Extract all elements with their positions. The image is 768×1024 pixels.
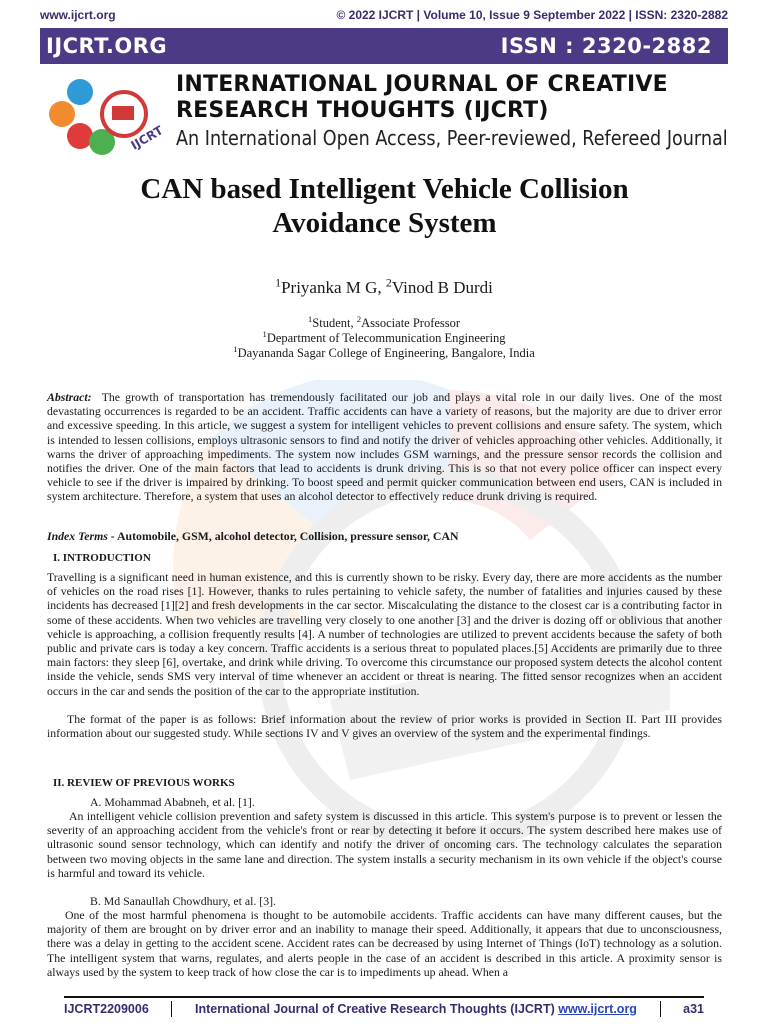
title-line1: CAN based Intelligent Vehicle Collision: [140, 173, 629, 205]
journal-title-line1: INTERNATIONAL JOURNAL OF CREATIVE: [176, 72, 668, 97]
affiliation-department: $^1$Department of Telecommunication Engineering: [262, 328, 506, 345]
logo-lab-icon: [49, 101, 75, 127]
abstract: [47, 390, 722, 504]
authors: [0, 275, 768, 298]
affiliation-roles: $^1$Student, $^2$Associate Professor: [307, 313, 461, 330]
logo-gear-icon: [67, 123, 93, 149]
logo-book-icon: [67, 79, 93, 105]
author2-name: Vinod B Durdi: [391, 278, 493, 297]
affiliation-college: $^1$Dayananda Sagar College of Engineering, Bangalore, India: [233, 343, 535, 360]
review-b-title: B. Md Sanaullah Chowdhury, et al. [3].: [90, 894, 276, 908]
section-introduction-heading: I. INTRODUCTION: [53, 552, 151, 564]
banner-issn: ISSN : 2320-2882: [500, 34, 712, 58]
top-header-line: [40, 6, 728, 24]
ijcrt-logo: [42, 70, 172, 160]
journal-name-block: [176, 72, 736, 152]
title-line2: Avoidance System: [272, 207, 497, 239]
author2-sup: 2: [385, 275, 392, 290]
footer-paper-id: IJCRT2209006: [64, 1002, 149, 1016]
footer-page-number: a31: [683, 1002, 704, 1016]
journal-banner: [40, 28, 728, 64]
introduction-paragraph-1: Travelling is a significant need in human existence, and this is currently shown to be risky. Every day, there are more accidents as the number of vehicles on the road rises [1]. However, thanks to rules pertaining to vehicle safety, the number of fatalities and injuries caused by these incidents has decreased [1][2] and fresh developments in the car sector. Miscalculating the distance to the closest car is a contributing factor in some of these accidents. When two vehicles are travelling very closely to one another [3] and the driver is dozing off or oblivious that another vehicle is approaching, a collision frequently results [4]. A number of technologies are utilized to prevent accidents because the safety of both public and private cars is today a key concern. Traffic accidents is a serious threat to populated places.[5] Accidents are primarily due to three main factors: they sleep [6], overtake, and drink while driving. To overcome this circumstance our proposed system detects the alcohol content inside the vehicle, sends SMS very interval of time whenever an accident or threat is nearing. The fitted sensor recognizes when an accident occurs in the car and sends the position of the car to the appropriate institution.: [47, 570, 722, 698]
paper-title: [47, 172, 722, 240]
author1-name: Priyanka M G,: [281, 278, 386, 297]
footer-url-link[interactable]: www.ijcrt.org: [558, 1002, 637, 1016]
footer-divider: [660, 1001, 661, 1017]
banner-site: IJCRT.ORG: [46, 34, 168, 58]
section-review-heading: II. REVIEW OF PREVIOUS WORKS: [53, 777, 235, 789]
index-terms: [47, 529, 722, 543]
introduction-paragraph-2: The format of the paper is as follows: Brief information about the review of prior works is provided in Section II. Part III provides information about our suggested study. While sections IV and V gives an overview of the system and the experimental findings.: [47, 712, 722, 741]
page-footer: [64, 996, 704, 1020]
abstract-label: Abstract:: [47, 390, 92, 404]
author1-sup: 1: [275, 275, 282, 290]
citation-info: © 2022 IJCRT | Volume 10, Issue 9 September 2022 | ISSN: 2320-2882: [336, 8, 728, 22]
review-a-title: A. Mohammad Ababneh, et al. [1].: [90, 795, 255, 809]
index-terms-label: Index Terms: [47, 529, 108, 543]
logo-book-shape: [112, 106, 134, 120]
review-b-text: One of the most harmful phenomena is thought to be automobile accidents. Traffic accidents can have many different causes, but the majority of them are brought on by driver error and an inability to manage their speed. Additionally, it appears that due to unconsciousness, there was a delay in getting to the accident scene. Accident rates can be decreased by using Internet of Things (IoT) technology as a solution. The intelligent system that warns, regulates, and alerts people in the case of an accident is described in this article. A proximity sensor is always used by the system to keep track of how close the car is to impediments up ahead. When a: [47, 908, 722, 979]
logo-wordmark: IJCRT: [128, 123, 166, 153]
footer-journal: International Journal of Creative Research Thoughts (IJCRT) www.ijcrt.org: [194, 1002, 637, 1016]
journal-title-line2: RESEARCH THOUGHTS (IJCRT): [176, 98, 549, 123]
affiliations: [0, 313, 768, 361]
abstract-text: The growth of transportation has tremendously facilitated our job and plays a vital role in our daily lives. One of the most devastating occurrences is regarded to be an accident. Traffic accidents can have a variety of reasons, but the majority are due to driver error and excessive speeding. In this article, we suggest a system for intelligent vehicles to prevent collisions and ensure safety. The system, which is intended to lessen collisions, employs ultrasonic sensors to find and notify the driver of vehicles approaching other vehicles. Additionally, it warns the driver of approaching impediments. The system now includes GSM warnings, and the pressure sensor records the collision and notifies the driver. One of the main factors that lead to accidents is drunk driving. This is so that not every police officer can inspect every vehicle to see if the driver is impaired by drinking. To boost speed and permit quicker communication between end users, CAN is included in system architecture. Therefore, a system that uses an alcohol detector to effectively reduce drunk driving is required.: [47, 390, 722, 504]
footer-divider: [171, 1001, 172, 1017]
index-terms-text: - Automobile, GSM, alcohol detector, Collision, pressure sensor, CAN: [107, 529, 459, 543]
review-a-text: An intelligent vehicle collision prevention and safety system is discussed in this article. This system's purpose is to prevent or lessen the severity of an approaching accident from the vehicle's front or rear by detecting it before it occurs. The system described here makes use of ultrasonic sound sensor technology, which can identify and notify the driver of oncoming cars. The technology calculates the separation between two moving objects in the same lane and direction. The system installs a security mechanism in its own vehicle if the object's course is harmful and toward its vehicle.: [47, 809, 722, 880]
site-url[interactable]: www.ijcrt.org: [40, 8, 116, 22]
journal-tagline: An International Open Access, Peer-reviewed, Refereed Journal: [176, 126, 728, 150]
